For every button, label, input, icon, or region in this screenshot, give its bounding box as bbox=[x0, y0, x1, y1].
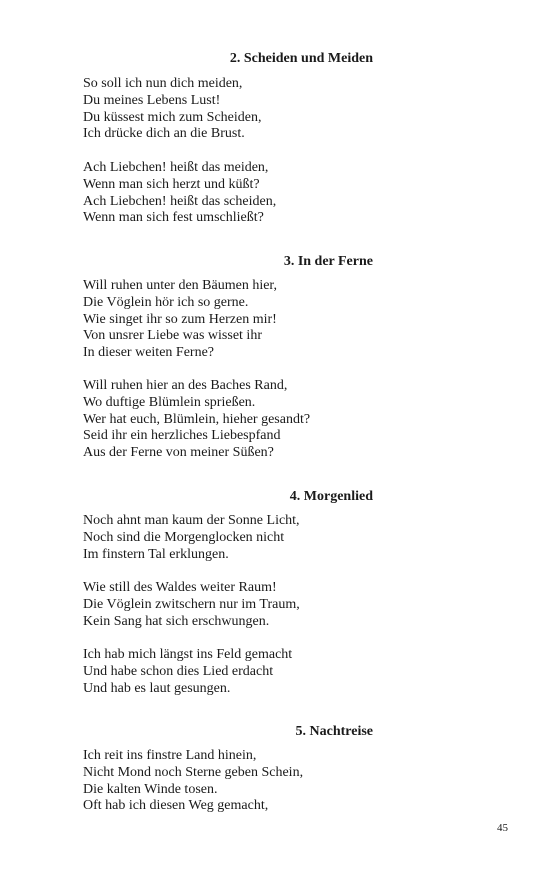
page-number: 45 bbox=[497, 822, 508, 834]
verse-line: Ich hab mich längst ins Feld gemacht bbox=[83, 647, 293, 662]
poem-title: 3. In der Ferne bbox=[283, 254, 373, 269]
verse-line: Aus der Ferne von meiner Süßen? bbox=[83, 445, 274, 461]
verse-line: So soll ich nun dich meiden, bbox=[83, 76, 243, 91]
verse-line: Ich reit ins finstre Land hinein, bbox=[83, 748, 257, 763]
verse-line: Nicht Mond noch Sterne geben Schein, bbox=[83, 764, 304, 780]
verse-line: Wo duftige Blümlein sprießen. bbox=[83, 394, 256, 410]
stanza bbox=[83, 513, 463, 563]
verse-line: Will ruhen unter den Bäumen hier, bbox=[83, 278, 278, 293]
poem-title: 5. Nachtreise bbox=[295, 724, 373, 739]
verse-line: Noch sind die Morgenglocken nicht bbox=[83, 529, 285, 545]
poem-title: 2. Scheiden und Meiden bbox=[229, 51, 373, 66]
verse-line: Ach Liebchen! heißt das meiden, bbox=[83, 160, 269, 175]
stanza bbox=[83, 378, 463, 462]
verse-line: Im finstern Tal erklungen. bbox=[83, 546, 229, 562]
verse-line: Wer hat euch, Blümlein, hieher gesandt? bbox=[83, 411, 311, 427]
verse-line: Ich drücke dich an die Brust. bbox=[83, 126, 245, 142]
verse-line: Noch ahnt man kaum der Sonne Licht, bbox=[83, 513, 300, 528]
verse-line: Und habe schon dies Lied erdacht bbox=[83, 663, 274, 679]
verse-line: Wie singet ihr so zum Herzen mir! bbox=[83, 311, 277, 327]
verse-line: Wie still des Waldes weiter Raum! bbox=[83, 580, 277, 595]
poem-title: 4. Morgenlied bbox=[289, 489, 373, 504]
stanza bbox=[83, 76, 463, 143]
verse-line: Oft hab ich diesen Weg gemacht, bbox=[83, 798, 269, 814]
verse-line: In dieser weiten Ferne? bbox=[83, 345, 214, 361]
stanza bbox=[83, 278, 463, 362]
stanza bbox=[83, 580, 463, 630]
verse-line: Du meines Lebens Lust! bbox=[83, 92, 221, 108]
verse-line: Wenn man sich fest umschließt? bbox=[83, 210, 264, 226]
verse-line: Von unsrer Liebe was wisset ihr bbox=[83, 328, 262, 344]
stanza bbox=[83, 647, 463, 697]
verse-line: Will ruhen hier an des Baches Rand, bbox=[83, 378, 288, 393]
verse-line: Die Vöglein zwitschern nur im Traum, bbox=[83, 596, 300, 612]
verse-line: Und hab es laut gesungen. bbox=[83, 680, 231, 696]
verse-line: Seid ihr ein herzliches Liebespfand bbox=[83, 428, 281, 444]
verse-line: Kein Sang hat sich erschwungen. bbox=[83, 613, 270, 629]
stanza bbox=[83, 748, 463, 815]
verse-line: Du küssest mich zum Scheiden, bbox=[83, 109, 262, 125]
stanza bbox=[83, 160, 463, 227]
verse-line: Die Vöglein hör ich so gerne. bbox=[83, 294, 249, 310]
verse-line: Wenn man sich herzt und küßt? bbox=[83, 176, 260, 192]
verse-line: Die kalten Winde tosen. bbox=[83, 781, 218, 797]
verse-line: Ach Liebchen! heißt das scheiden, bbox=[83, 193, 277, 209]
